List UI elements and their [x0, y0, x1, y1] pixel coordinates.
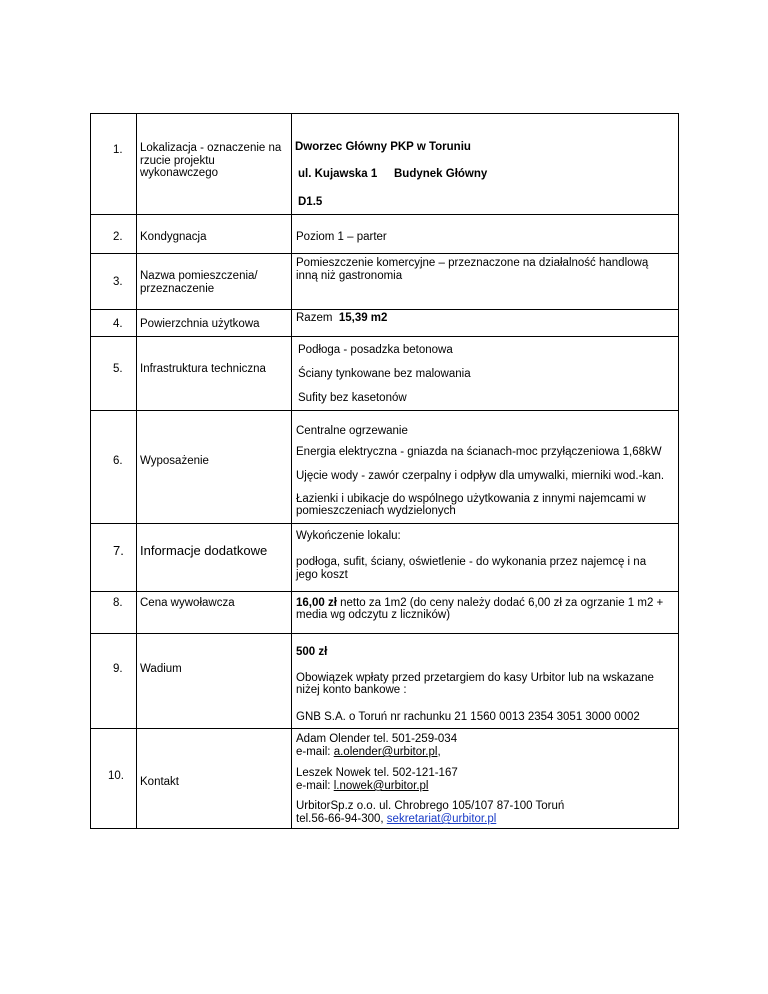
infrastructure-item: Sufity bez kasetonów	[298, 392, 407, 404]
row-number: 10.	[108, 770, 124, 782]
row-label: Informacje dodatkowe	[140, 543, 268, 558]
additional-info-heading: Wykończenie lokalu:	[296, 530, 401, 542]
contact-line: e-mail: a.olender@urbitor.pl,	[296, 746, 441, 758]
row-number: 9.	[113, 663, 123, 675]
deposit-text: niżej konto bankowe :	[296, 684, 407, 696]
equipment-item: Ujęcie wody - zawór czerpalny i odpływ dla umywalki, mierniki wod.-kan.	[296, 470, 665, 482]
location-code: D1.5	[298, 196, 323, 208]
row-label: Infrastruktura techniczna	[140, 363, 266, 375]
row-number: 5.	[113, 363, 123, 375]
row-number: 7.	[113, 543, 124, 558]
location-title: Dworzec Główny PKP w Toruniu	[295, 141, 471, 153]
row-value: Poziom 1 – parter	[296, 231, 387, 243]
row-divider	[90, 214, 679, 215]
row-number: 2.	[113, 231, 123, 243]
email-link[interactable]: l.nowek@urbitor.pl	[333, 780, 429, 792]
deposit-text: Obowiązek wpłaty przed przetargiem do kasy Urbitor lub na wskazane	[296, 672, 654, 684]
company-line: UrbitorSp.z o.o. ul. Chrobrego 105/107 87-100 Toruń	[296, 800, 565, 812]
row-divider	[90, 336, 679, 337]
column-divider-number	[136, 113, 137, 829]
bank-account: GNB S.A. o Toruń nr rachunku 21 1560 0013 2354 3051 3000 0002	[296, 711, 640, 723]
email-link[interactable]: sekretariat@urbitor.pl	[386, 813, 497, 825]
row-label: rzucie projektu	[140, 155, 215, 167]
row-divider	[90, 410, 679, 411]
row-value: inną niż gastronomia	[296, 270, 403, 282]
equipment-item: Energia elektryczna - gniazda na ścianach-moc przyłączeniowa 1,68kW	[296, 446, 662, 458]
infrastructure-item: Ściany tynkowane bez malowania	[298, 368, 471, 380]
company-line: tel.56-66-94-300, sekretariat@urbitor.pl	[296, 813, 497, 825]
equipment-item: pomieszczeniach wydzielonych	[296, 505, 456, 517]
location-street: ul. Kujawska 1	[298, 168, 378, 180]
equipment-item: Centralne ogrzewanie	[296, 425, 408, 437]
row-number: 8.	[113, 597, 123, 609]
location-building: Budynek Główny	[394, 168, 488, 180]
row-value: Pomieszczenie komercyjne – przeznaczone na działalność handlową	[296, 257, 649, 269]
row-divider	[90, 523, 679, 524]
row-label: Lokalizacja - oznaczenie na	[140, 142, 282, 154]
row-label: Wyposażenie	[140, 455, 209, 467]
row-number: 4.	[113, 318, 123, 330]
row-number: 6.	[113, 455, 123, 467]
row-label: wykonawczego	[140, 167, 218, 179]
row-label: Cena wywoławcza	[140, 597, 235, 609]
area-value: Razem 15,39 m2	[296, 312, 388, 324]
row-label: Powierzchnia użytkowa	[140, 318, 260, 330]
row-label: przeznaczenie	[140, 283, 215, 295]
column-divider-label	[291, 113, 292, 829]
row-number: 3.	[113, 276, 123, 288]
price-line: media wg odczytu z liczników)	[296, 609, 451, 621]
row-divider	[90, 633, 679, 634]
row-label: Wadium	[140, 663, 182, 675]
equipment-item: Łazienki i ubikacje do wspólnego użytkowania z innymi najemcami w	[296, 493, 646, 505]
row-label: Kontakt	[140, 776, 179, 788]
contact-line: Adam Olender tel. 501-259-034	[296, 733, 458, 745]
contact-line: Leszek Nowek tel. 502-121-167	[296, 767, 458, 779]
price-line: 16,00 zł netto za 1m2 (do ceny należy dodać 6,00 zł za ogrzanie 1 m2 +	[296, 597, 664, 609]
infrastructure-item: Podłoga - posadzka betonowa	[298, 344, 453, 356]
row-number: 1.	[113, 144, 123, 156]
row-divider	[90, 728, 679, 729]
row-label: Kondygnacja	[140, 231, 207, 243]
deposit-amount: 500 zł	[296, 646, 328, 658]
additional-info-text: podłoga, sufit, ściany, oświetlenie - do wykonania przez najemcę i na	[296, 556, 647, 568]
row-divider	[90, 253, 679, 254]
row-divider	[90, 591, 679, 592]
row-label: Nazwa pomieszczenia/	[140, 270, 258, 282]
contact-line: e-mail: l.nowek@urbitor.pl	[296, 780, 429, 792]
row-divider	[90, 309, 679, 310]
email-link[interactable]: a.olender@urbitor.pl	[333, 746, 438, 758]
additional-info-text: jego koszt	[296, 569, 348, 581]
